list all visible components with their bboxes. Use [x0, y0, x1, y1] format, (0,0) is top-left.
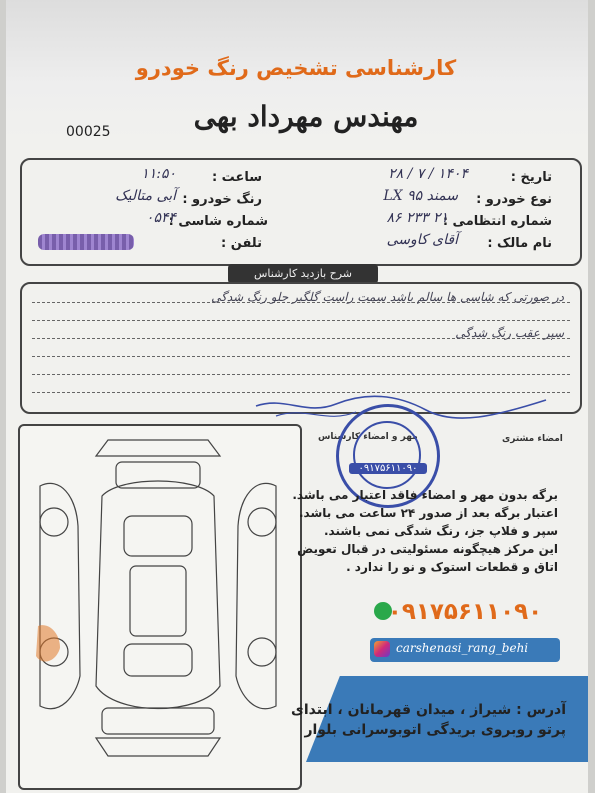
time-label: ساعت :	[211, 170, 262, 185]
windshield-outline	[124, 516, 192, 556]
front-bumper-outline	[96, 440, 220, 456]
chassis-value: ۰۵۴۴	[145, 210, 176, 226]
right-rear-wheel	[248, 638, 276, 666]
ruled-line	[32, 320, 570, 321]
time-value: ۱۱:۵۰	[141, 166, 176, 182]
paint-mark	[36, 625, 60, 661]
date-label: تاریخ :	[510, 170, 552, 185]
body-outline	[96, 481, 220, 709]
rear-bumper-outline	[96, 738, 220, 756]
stamp-label: مهر و امضاء کارشناس	[318, 432, 418, 442]
engineer-name: مهندس مهرداد بهی	[193, 100, 419, 133]
car-diagram	[20, 426, 296, 784]
car-diagram-box	[18, 424, 302, 790]
ruled-line	[32, 374, 570, 375]
address-line-1: آدرس : شیراز ، میدان قهرمانان ، ابتدای	[291, 702, 566, 718]
address-line-2: پرتو روبروی بریدگی اتوبوسرانی بلوار	[304, 722, 566, 738]
left-side-outline	[40, 483, 80, 708]
plate-value: ۲۱ ۲۳۳ ۸۶	[386, 210, 448, 226]
customer-signature-label: امضاء مشتری	[502, 434, 563, 444]
owner-value: آقای کاوسی	[386, 232, 458, 248]
stamp-inner-ring	[353, 421, 421, 489]
stamp-number: ۰۹۱۷۵۶۱۱۰۹۰	[349, 463, 427, 474]
serial-number: 00025	[66, 124, 111, 140]
car-type-value: سمند LX ۹۵	[383, 188, 458, 204]
term-item: اعتبار برگه بعد از صدور ۲۴ ساعت می باشد.	[298, 506, 558, 520]
description-line-1: در صورتی که شاسی ها سالم باشد سمت راست گلگیر جلو رنگ شدگی	[211, 290, 564, 304]
instagram-handle: carshenasi_rang_behi	[396, 641, 529, 655]
term-item: این مرکز هیچگونه مسئولیتی در قبال تعویض	[297, 542, 558, 556]
roof-outline	[130, 566, 186, 636]
term-item: اتاق و قطعات استوک و نو را ندارد .	[346, 560, 558, 574]
right-front-wheel	[248, 508, 276, 536]
plate-label: شماره انتظامی :	[442, 214, 552, 229]
form-title: کارشناسی تشخیص رنگ خودرو	[135, 56, 457, 80]
instagram-row[interactable]	[370, 638, 560, 662]
address	[276, 700, 566, 740]
phone-label: تلفن :	[221, 236, 262, 251]
date-value: ۱۴۰۴ / ۷ / ۲۸	[388, 166, 468, 182]
redacted-phone	[38, 234, 134, 250]
inspection-form	[6, 0, 588, 793]
right-side-outline	[236, 483, 276, 708]
contact-phone[interactable]: ۰۹۱۷۵۶۱۱۰۹۰	[387, 599, 543, 625]
rear-window-outline	[124, 644, 192, 676]
term-item: سپر و فلاپ جز، رنگ شدگی نمی باشند.	[323, 524, 558, 538]
car-color-value: آبی متالیک	[115, 188, 176, 204]
owner-label: نام مالک :	[487, 236, 552, 251]
car-color-label: رنگ خودرو :	[182, 192, 262, 207]
description-tab: شرح بازدید کارشناس	[228, 264, 378, 284]
ruled-line	[32, 356, 570, 357]
trunk-outline	[102, 708, 214, 734]
terms-list	[292, 486, 558, 576]
instagram-icon	[374, 641, 390, 657]
chassis-label: شماره شاسی :	[168, 214, 268, 229]
car-type-label: نوع خودرو :	[476, 192, 552, 207]
description-line-2: سپر عقب رنگ شدگی	[455, 326, 564, 340]
term-item: برگه بدون مهر و امضاء فاقد اعتبار می باشد.	[292, 488, 558, 502]
left-front-wheel	[40, 508, 68, 536]
